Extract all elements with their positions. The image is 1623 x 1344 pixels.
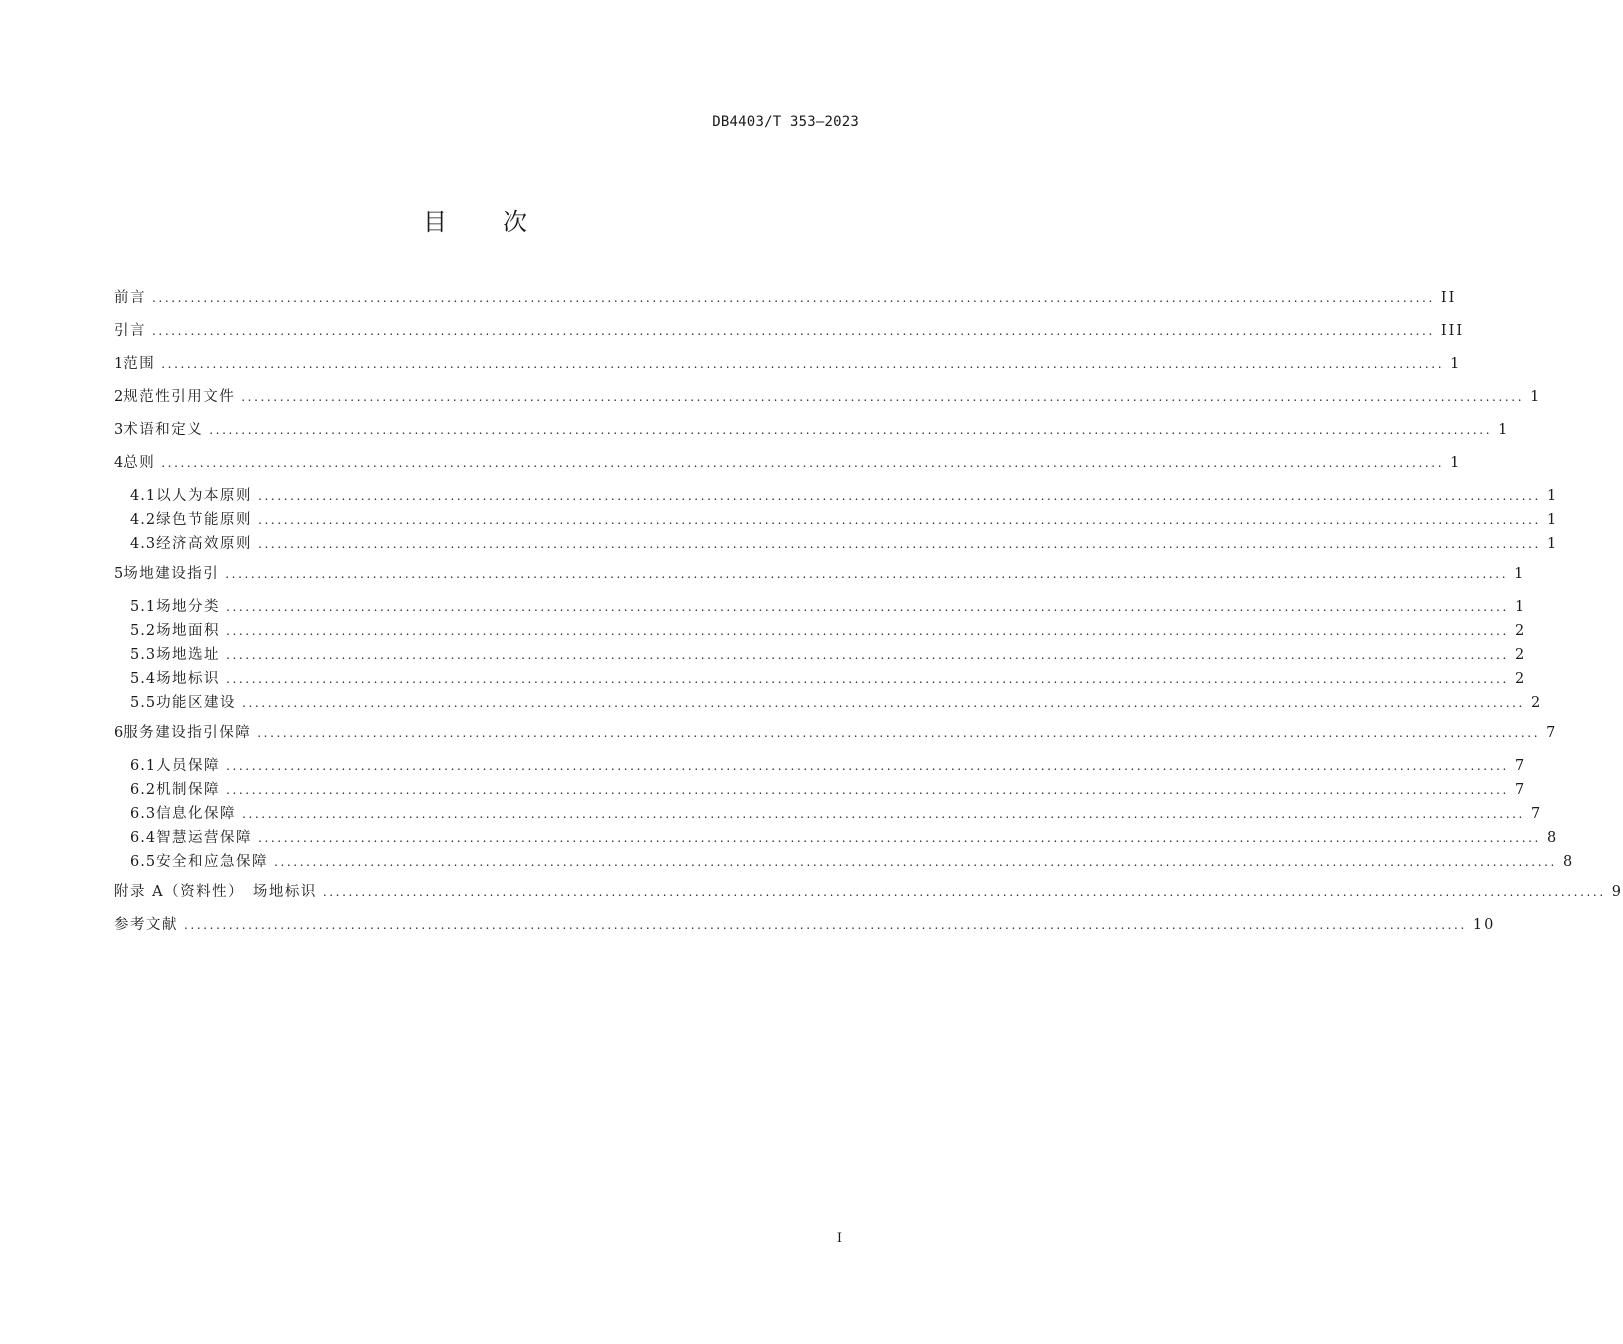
- toc-entry-page: 2: [1514, 623, 1527, 639]
- toc-entry-label: 场地标识: [156, 671, 221, 687]
- toc-entry-page: 1: [1450, 455, 1462, 471]
- toc-entry-page: 1: [1546, 488, 1559, 504]
- toc-entry-page: 1: [1514, 566, 1526, 582]
- toc-entry-label: 总则: [123, 455, 156, 471]
- toc-entry[interactable]: [114, 286, 1457, 319]
- toc-entry-number: 1: [114, 356, 124, 372]
- toc-entry-label: 安全和应急保障: [156, 854, 269, 870]
- toc-entry-page: 7: [1514, 782, 1527, 798]
- toc-entry[interactable]: [114, 802, 1543, 826]
- toc-entry-label: 以人为本原则: [156, 488, 253, 504]
- toc-entry-page: 10: [1472, 917, 1496, 933]
- toc-entry-page: 9: [1611, 884, 1623, 900]
- toc-leader-dots: ........................................................................................................................................................................................................: [152, 291, 1435, 305]
- toc-entry-page: 1: [1530, 389, 1542, 405]
- toc-leader-dots: ........................................................................................................................................................................................................: [258, 513, 1541, 527]
- toc-leader-dots: ........................................................................................................................................................................................................: [161, 456, 1445, 470]
- toc-leader-dots: ........................................................................................................................................................................................................: [152, 324, 1435, 338]
- toc-entry-number: 5.5: [130, 695, 157, 711]
- toc-entry-page: 7: [1530, 806, 1543, 822]
- toc-entry-label: 功能区建设: [156, 695, 237, 711]
- toc-entry-page: 1: [1498, 422, 1510, 438]
- toc-entry-number: 2: [114, 389, 124, 405]
- toc-entry-label: 信息化保障: [156, 806, 237, 822]
- page-title: 目次: [423, 208, 583, 236]
- toc-leader-dots: ........................................................................................................................................................................................................: [322, 885, 1606, 899]
- toc-entry-number: 4.2: [130, 512, 157, 528]
- toc-entry-number: 6.3: [130, 806, 157, 822]
- toc-entry-number: 6.2: [130, 782, 157, 798]
- toc-entry-label: 规范性引用文件: [123, 389, 236, 405]
- toc-entry-page: 2: [1514, 671, 1527, 687]
- toc-entry-label: 引言: [114, 323, 146, 339]
- toc-leader-dots: ........................................................................................................................................................................................................: [241, 390, 1525, 404]
- toc-entry-number: 4: [114, 455, 124, 471]
- table-of-contents: [114, 286, 1623, 946]
- toc-entry[interactable]: [114, 532, 1559, 562]
- toc-entry-label: 场地面积: [156, 623, 221, 639]
- toc-entry-page: III: [1440, 323, 1465, 339]
- toc-leader-dots: ........................................................................................................................................................................................................: [258, 537, 1541, 551]
- document-code: DB4403/T 353—2023: [712, 114, 859, 130]
- toc-leader-dots: ........................................................................................................................................................................................................: [242, 807, 1525, 821]
- toc-leader-dots: ........................................................................................................................................................................................................: [209, 423, 1493, 437]
- toc-entry-number: 6: [114, 725, 124, 741]
- toc-leader-dots: ........................................................................................................................................................................................................: [184, 918, 1467, 932]
- toc-entry[interactable]: [114, 418, 1510, 451]
- toc-entry-page: 1: [1546, 536, 1559, 552]
- toc-entry-number: 4.1: [130, 488, 157, 504]
- toc-entry-label: 术语和定义: [123, 422, 204, 438]
- toc-leader-dots: ........................................................................................................................................................................................................: [225, 567, 1509, 581]
- toc-entry[interactable]: [114, 643, 1527, 667]
- toc-leader-dots: ........................................................................................................................................................................................................: [242, 696, 1525, 710]
- toc-entry-number: 5.1: [130, 599, 157, 615]
- toc-entry-number: 3: [114, 422, 124, 438]
- toc-entry-number: 6.4: [130, 830, 157, 846]
- toc-entry-number: 4.3: [130, 536, 157, 552]
- toc-leader-dots: ........................................................................................................................................................................................................: [226, 759, 1509, 773]
- toc-entry[interactable]: [114, 826, 1559, 850]
- toc-leader-dots: ........................................................................................................................................................................................................: [274, 855, 1557, 869]
- toc-entry-number: 5: [114, 566, 124, 582]
- toc-entry-label: 人员保障: [156, 758, 221, 774]
- toc-entry-page: 1: [1514, 599, 1527, 615]
- toc-entry[interactable]: [114, 319, 1465, 352]
- toc-entry-page: 1: [1450, 356, 1462, 372]
- toc-entry[interactable]: [114, 595, 1527, 619]
- toc-entry[interactable]: [114, 880, 1623, 913]
- toc-entry-label: 经济高效原则: [156, 536, 253, 552]
- toc-entry-page: 8: [1562, 854, 1575, 870]
- toc-entry-number: 5.2: [130, 623, 157, 639]
- toc-entry[interactable]: [114, 451, 1462, 484]
- toc-entry[interactable]: [114, 913, 1496, 946]
- toc-entry[interactable]: [114, 484, 1559, 508]
- toc-leader-dots: ........................................................................................................................................................................................................: [226, 672, 1509, 686]
- toc-entry[interactable]: [114, 352, 1462, 385]
- toc-entry-number: 6.1: [130, 758, 157, 774]
- toc-entry-label: 附录 A（资料性） 场地标识: [114, 884, 317, 900]
- toc-entry-number: 5.3: [130, 647, 157, 663]
- toc-leader-dots: ........................................................................................................................................................................................................: [258, 831, 1541, 845]
- toc-leader-dots: ........................................................................................................................................................................................................: [226, 600, 1509, 614]
- toc-entry-number: 5.4: [130, 671, 157, 687]
- toc-leader-dots: ........................................................................................................................................................................................................: [226, 783, 1509, 797]
- toc-entry-page: 7: [1546, 725, 1558, 741]
- toc-entry-page: 2: [1514, 647, 1527, 663]
- toc-leader-dots: ........................................................................................................................................................................................................: [226, 624, 1509, 638]
- toc-entry-label: 场地分类: [156, 599, 221, 615]
- toc-entry[interactable]: [114, 667, 1527, 691]
- toc-entry-label: 服务建设指引保障: [123, 725, 252, 741]
- toc-entry-label: 范围: [123, 356, 156, 372]
- toc-leader-dots: ........................................................................................................................................................................................................: [257, 726, 1541, 740]
- toc-entry-label: 机制保障: [156, 782, 221, 798]
- toc-leader-dots: ........................................................................................................................................................................................................: [226, 648, 1509, 662]
- toc-entry[interactable]: [114, 562, 1526, 595]
- toc-entry[interactable]: [114, 508, 1559, 532]
- toc-entry[interactable]: [114, 754, 1527, 778]
- toc-entry-label: 绿色节能原则: [156, 512, 253, 528]
- toc-entry-page: 1: [1546, 512, 1559, 528]
- toc-entry-label: 前言: [114, 290, 146, 306]
- toc-entry-page: 7: [1514, 758, 1527, 774]
- toc-leader-dots: ........................................................................................................................................................................................................: [258, 489, 1541, 503]
- toc-entry-label: 场地选址: [156, 647, 221, 663]
- toc-entry-page: II: [1440, 290, 1457, 306]
- toc-entry-page: 2: [1530, 695, 1543, 711]
- toc-entry-number: 6.5: [130, 854, 157, 870]
- toc-leader-dots: ........................................................................................................................................................................................................: [161, 357, 1445, 371]
- toc-entry-label: 参考文献: [114, 917, 178, 933]
- toc-entry[interactable]: [114, 385, 1542, 418]
- toc-entry[interactable]: [114, 619, 1527, 643]
- toc-entry[interactable]: [114, 778, 1527, 802]
- toc-entry[interactable]: [114, 691, 1543, 721]
- toc-entry[interactable]: [114, 850, 1575, 880]
- toc-entry-label: 智慧运营保障: [156, 830, 253, 846]
- toc-entry-label: 场地建设指引: [123, 566, 220, 582]
- page-number: I: [836, 1231, 842, 1246]
- toc-entry[interactable]: [114, 721, 1558, 754]
- toc-entry-page: 8: [1546, 830, 1559, 846]
